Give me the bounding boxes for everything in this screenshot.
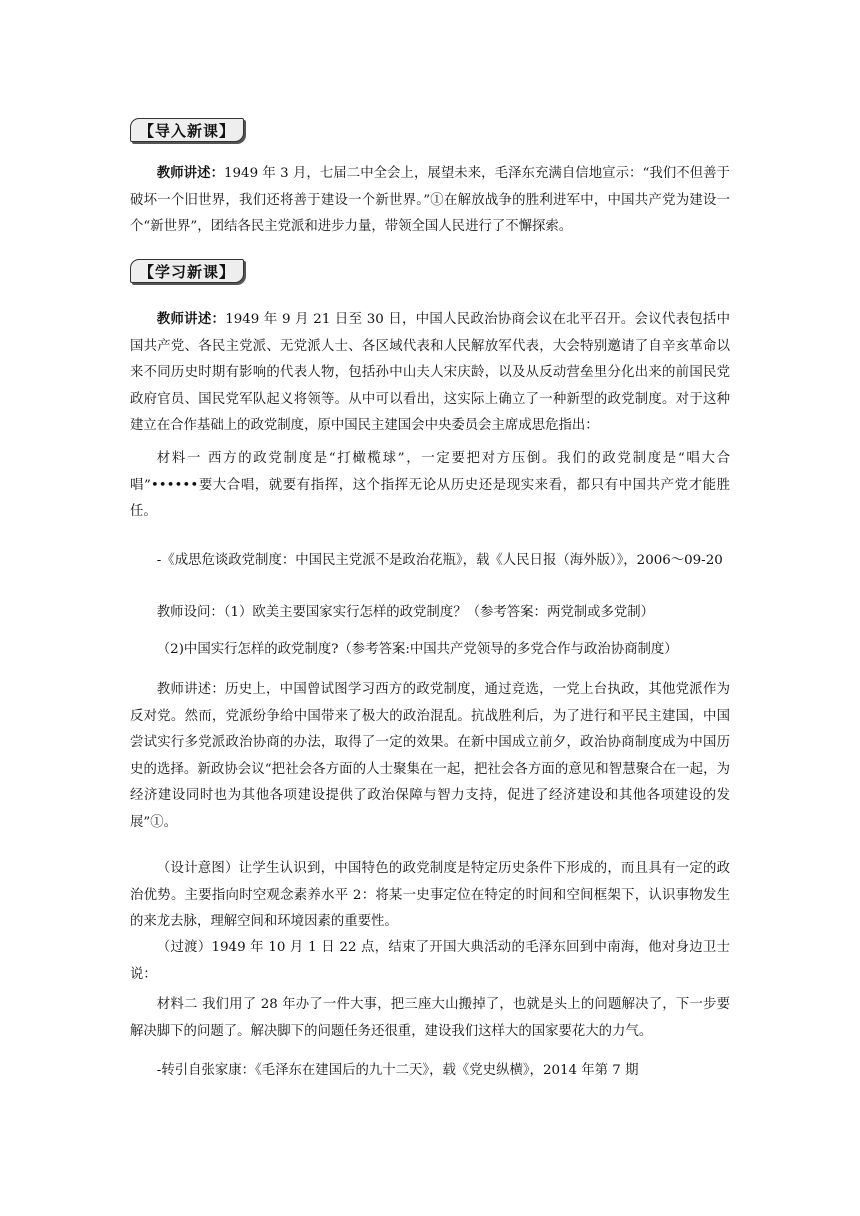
material-2-text: 材料二 我们用了 28 年办了一件大事，把三座大山搬掉了，也就是头上的问题解决了，下一步要解决脚下的问题了。解决脚下的问题任务还很重，建设我们这样大的国家要花大的力气。 [130,997,730,1039]
transition-paragraph [130,935,730,988]
intro-paragraph [130,160,730,241]
learn-section-heading [130,257,244,285]
intro-section-heading [130,116,244,144]
material-2-source [130,1058,730,1085]
intro-lead: 教师讲述： [156,165,225,181]
question-1-text: 教师设问：（1）欧美主要国家实行怎样的政党制度？（参考答案：两党制或多党制） [156,605,655,620]
p2-text: 教师讲述：历史上，中国曾试图学习西方的政党制度，通过竞选，一党上台执政，其他党派作为反对党。然而，党派纷争给中国带来了极大的政治混乱。抗战胜利后，为了进行和平民主建国，中国尝试实行多党派政治协商的办法，取得了一定的效果。在新中国成立前夕，政治协商制度成为中国历史的选择。新政协会议“把社会各方面的人士聚集在一起，把社会各方面的意见和智慧聚合在一起，为经济建设同时也为其他各项建设提供了政治保障与智力支持，促进了经济建设和其他各项建设的发展”①。 [130,682,730,830]
p1-text: 1949 年 9 月 21 日至 30 日，中国人民政治协商会议在北平召开。会议代表包括中国共产党、各民主党派、无党派人士、各区域代表和人民解放军代表，大会特别邀请了自辛亥革命以来不同历史时期有影响的代表人物，包括孙中山夫人宋庆龄，以及从反动营垒里分化出来的前国民党政府官员、国民党军队起义将领等。从中可以看出，这实际上确立了一种新型的政党制度。对于这种建立在合作基础上的政党制度，原中国民主建国会中央委员会主席成思危指出： [130,312,730,433]
question-2-text: （2)中国实行怎样的政党制度?（参考答案:中国共产党领导的多党合作与政治协商制度） [156,642,678,657]
material-1 [130,446,730,526]
lecture-paragraph-1 [130,306,730,440]
lecture-paragraph-2 [130,677,730,836]
p1-lead: 教师讲述： [156,311,226,327]
material-1-text: 材料一 西方的政党制度是“打橄榄球”，一定要把对方压倒。我们的政党制度是“唱大合唱”••••••要大合唱，就要有指挥，这个指挥无论从历史还是现实来看，都只有中国共产党才能胜任。 [130,451,730,519]
question-1 [130,600,730,627]
material-1-source-text: -《成思危谈政党制度：中国民主党派不是政治花瓶》，载《人民日报（海外版）》，2006～09-20 [156,553,723,568]
transition-text: （过渡）1949 年 10 月 1 日 22 点，结束了开国大典活动的毛泽东回到中南海，他对身边卫士说： [130,940,730,982]
material-2 [130,992,730,1045]
material-2-source-text: -转引自张家康：《毛泽东在建国后的九十二天》，载《党史纵横》，2014 年第 7 期 [156,1063,639,1078]
material-1-source [130,548,730,575]
design-text: （设计意图）让学生认识到，中国特色的政党制度是特定历史条件下形成的，而且具有一定的政治优势。主要指向时空观念素养水平 2：将某一史事定位在特定的时间和空间框架下，认识事物发生的来龙去脉，理解空间和环境因素的重要性。 [130,861,730,929]
learn-heading-label: 【学习新课】 [139,262,236,281]
intro-text: 1949 年 3 月，七届二中全会上，展望未来，毛泽东充满自信地宣示：“我们不但善于破坏一个旧世界，我们还将善于建设一个新世界。”①在解放战争的胜利进军中，中国共产党为建设一个“新世界”，团结各民主党派和进步力量，带领全国人民进行了不懈探索。 [130,166,730,234]
question-2 [130,637,730,664]
design-intent-paragraph [130,856,730,936]
intro-heading-label: 【导入新课】 [139,121,236,140]
